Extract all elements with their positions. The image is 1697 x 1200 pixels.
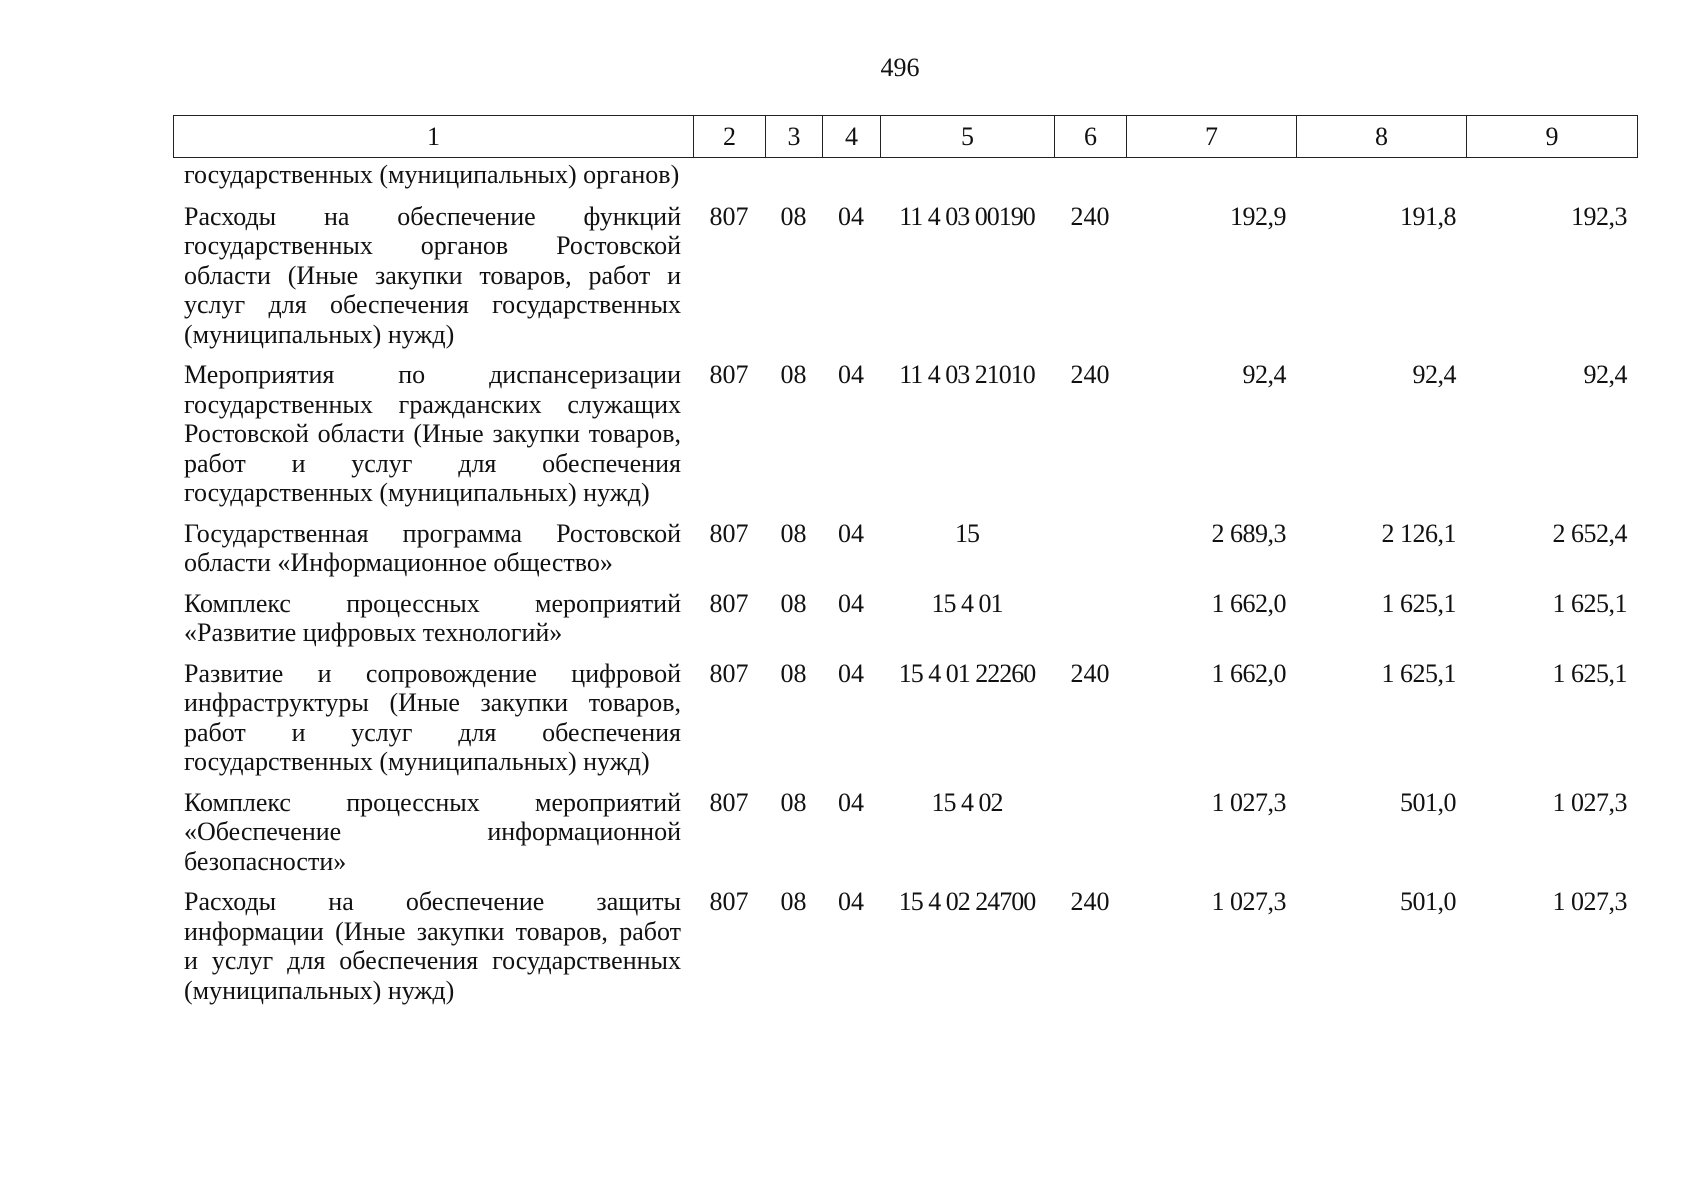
- table-row: [173, 360, 1637, 519]
- row-value-7-cell: 192,9: [1230, 201, 1286, 231]
- row-value-9-cell: 92,4: [1583, 360, 1627, 389]
- row-code-3-cell: [765, 160, 822, 202]
- row-code-4-cell: 04: [838, 658, 864, 688]
- table-row: [173, 160, 1637, 202]
- budget-table: [173, 160, 1637, 1016]
- row-code-4-cell: 04: [838, 887, 864, 916]
- row-code-6-cell: 240: [1070, 201, 1110, 231]
- row-value-7-cell: 2 689,3: [1211, 518, 1286, 548]
- row-value-8-cell: 1 625,1: [1381, 658, 1456, 688]
- row-value-9-cell: 1 625,1: [1552, 588, 1627, 618]
- row-name-cell: Государственная программа Ростовской области «Информационное общество»: [184, 518, 681, 577]
- table-row: [173, 589, 1637, 659]
- row-value-7-cell: 92,4: [1242, 360, 1286, 389]
- header-cell-7: 7: [1127, 116, 1297, 158]
- row-code-5-cell: 11 4 03 00190: [899, 201, 1035, 231]
- row-name-cell: Расходы на обеспечение защиты информации (Иные закупки товаров, работ и услуг для обеспечения государственных (муниципальных) нужд): [184, 887, 681, 1005]
- row-name-cell: Комплекс процессных мероприятий «Развитие цифровых технологий»: [184, 588, 681, 647]
- row-code-6-cell: [1054, 519, 1126, 589]
- row-value-8-cell: 501,0: [1400, 787, 1456, 817]
- row-code-2-cell: 807: [709, 887, 749, 916]
- row-value-8-cell: 501,0: [1400, 887, 1456, 916]
- row-code-2-cell: 807: [709, 201, 749, 231]
- header-cell-9: 9: [1467, 116, 1638, 158]
- table-row: [173, 519, 1637, 589]
- table-row: [173, 659, 1637, 788]
- row-code-5-cell: 15 4 02 24700: [898, 887, 1036, 916]
- row-code-3-cell: 08: [780, 360, 807, 389]
- row-code-6-cell: [1054, 160, 1126, 202]
- row-value-9-cell: 1 027,3: [1552, 887, 1627, 916]
- header-cell-3: 3: [766, 116, 823, 158]
- row-code-3-cell: 08: [780, 887, 807, 916]
- table-body: [173, 160, 1637, 1016]
- row-value-8-cell: [1296, 160, 1466, 202]
- row-code-3-cell: 08: [780, 201, 807, 231]
- row-code-4-cell: 04: [838, 360, 864, 389]
- row-code-6-cell: 240: [1070, 360, 1110, 389]
- row-value-9-cell: 192,3: [1571, 201, 1627, 231]
- row-code-5-cell: 15: [955, 518, 979, 548]
- row-code-3-cell: 08: [780, 518, 807, 548]
- row-code-5-cell: 15 4 01: [931, 588, 1003, 618]
- row-code-6-cell: 240: [1070, 887, 1110, 916]
- row-name-cell: Мероприятия по диспансеризации государственных гражданских служащих Ростовской области (Иные закупки товаров, работ и услуг для обеспечения государственных (муниципальных) нужд): [184, 360, 681, 507]
- row-value-8-cell: 2 126,1: [1381, 518, 1456, 548]
- table-row: [173, 887, 1637, 1016]
- row-code-4-cell: 04: [838, 787, 864, 817]
- row-code-2-cell: 807: [709, 360, 749, 389]
- row-code-4-cell: 04: [838, 201, 864, 231]
- row-code-6-cell: 240: [1070, 658, 1110, 688]
- row-code-4-cell: 04: [838, 588, 864, 618]
- row-name-cell: Расходы на обеспечение функций государственных органов Ростовской области (Иные закупки товаров, работ и услуг для обеспечения государственных (муниципальных) нужд): [184, 201, 681, 349]
- row-value-9-cell: 2 652,4: [1552, 518, 1627, 548]
- header-cell-5: 5: [881, 116, 1055, 158]
- row-name-cell: Комплекс процессных мероприятий «Обеспечение информационной безопасности»: [184, 787, 681, 876]
- header-cell-1: 1: [174, 116, 694, 158]
- header-cell-4: 4: [823, 116, 881, 158]
- row-value-8-cell: 191,8: [1400, 201, 1456, 231]
- table-row: [173, 202, 1637, 361]
- header-cell-2: 2: [694, 116, 766, 158]
- row-value-7-cell: 1 662,0: [1211, 658, 1286, 688]
- row-code-2-cell: [693, 160, 765, 202]
- row-value-7-cell: 1 027,3: [1211, 787, 1286, 817]
- row-code-3-cell: 08: [780, 787, 807, 817]
- row-code-6-cell: [1054, 788, 1126, 888]
- row-code-2-cell: 807: [709, 518, 749, 548]
- row-code-3-cell: 08: [780, 588, 807, 618]
- row-value-8-cell: 1 625,1: [1381, 588, 1456, 618]
- row-value-9-cell: 1 625,1: [1552, 658, 1627, 688]
- row-code-5-cell: 15 4 01 22260: [898, 658, 1036, 688]
- row-value-7-cell: 1 027,3: [1211, 887, 1286, 916]
- row-value-7-cell: [1126, 160, 1296, 202]
- page-number: 496: [880, 53, 920, 82]
- table-header: [173, 115, 1638, 158]
- header-row: [174, 116, 1638, 158]
- row-code-2-cell: 807: [709, 588, 749, 618]
- row-code-4-cell: [822, 160, 880, 202]
- row-value-8-cell: 92,4: [1412, 360, 1456, 389]
- row-code-5-cell: [880, 160, 1054, 202]
- row-value-9-cell: [1466, 160, 1637, 202]
- row-value-9-cell: 1 027,3: [1552, 787, 1627, 817]
- row-code-3-cell: 08: [780, 658, 807, 688]
- row-code-5-cell: 15 4 02: [931, 787, 1003, 817]
- row-code-6-cell: [1054, 589, 1126, 659]
- row-code-4-cell: 04: [838, 518, 864, 548]
- row-code-2-cell: 807: [709, 787, 749, 817]
- header-cell-8: 8: [1297, 116, 1467, 158]
- row-name-cell: Развитие и сопровождение цифровой инфраструктуры (Иные закупки товаров, работ и услуг для обеспечения государственных (муниципальных) нужд): [184, 658, 681, 776]
- row-code-5-cell: 11 4 03 21010: [899, 360, 1035, 389]
- table-row: [173, 788, 1637, 888]
- row-code-2-cell: 807: [709, 658, 749, 688]
- row-value-7-cell: 1 662,0: [1211, 588, 1286, 618]
- row-name-cell: государственных (муниципальных) органов): [184, 160, 680, 189]
- header-cell-6: 6: [1055, 116, 1127, 158]
